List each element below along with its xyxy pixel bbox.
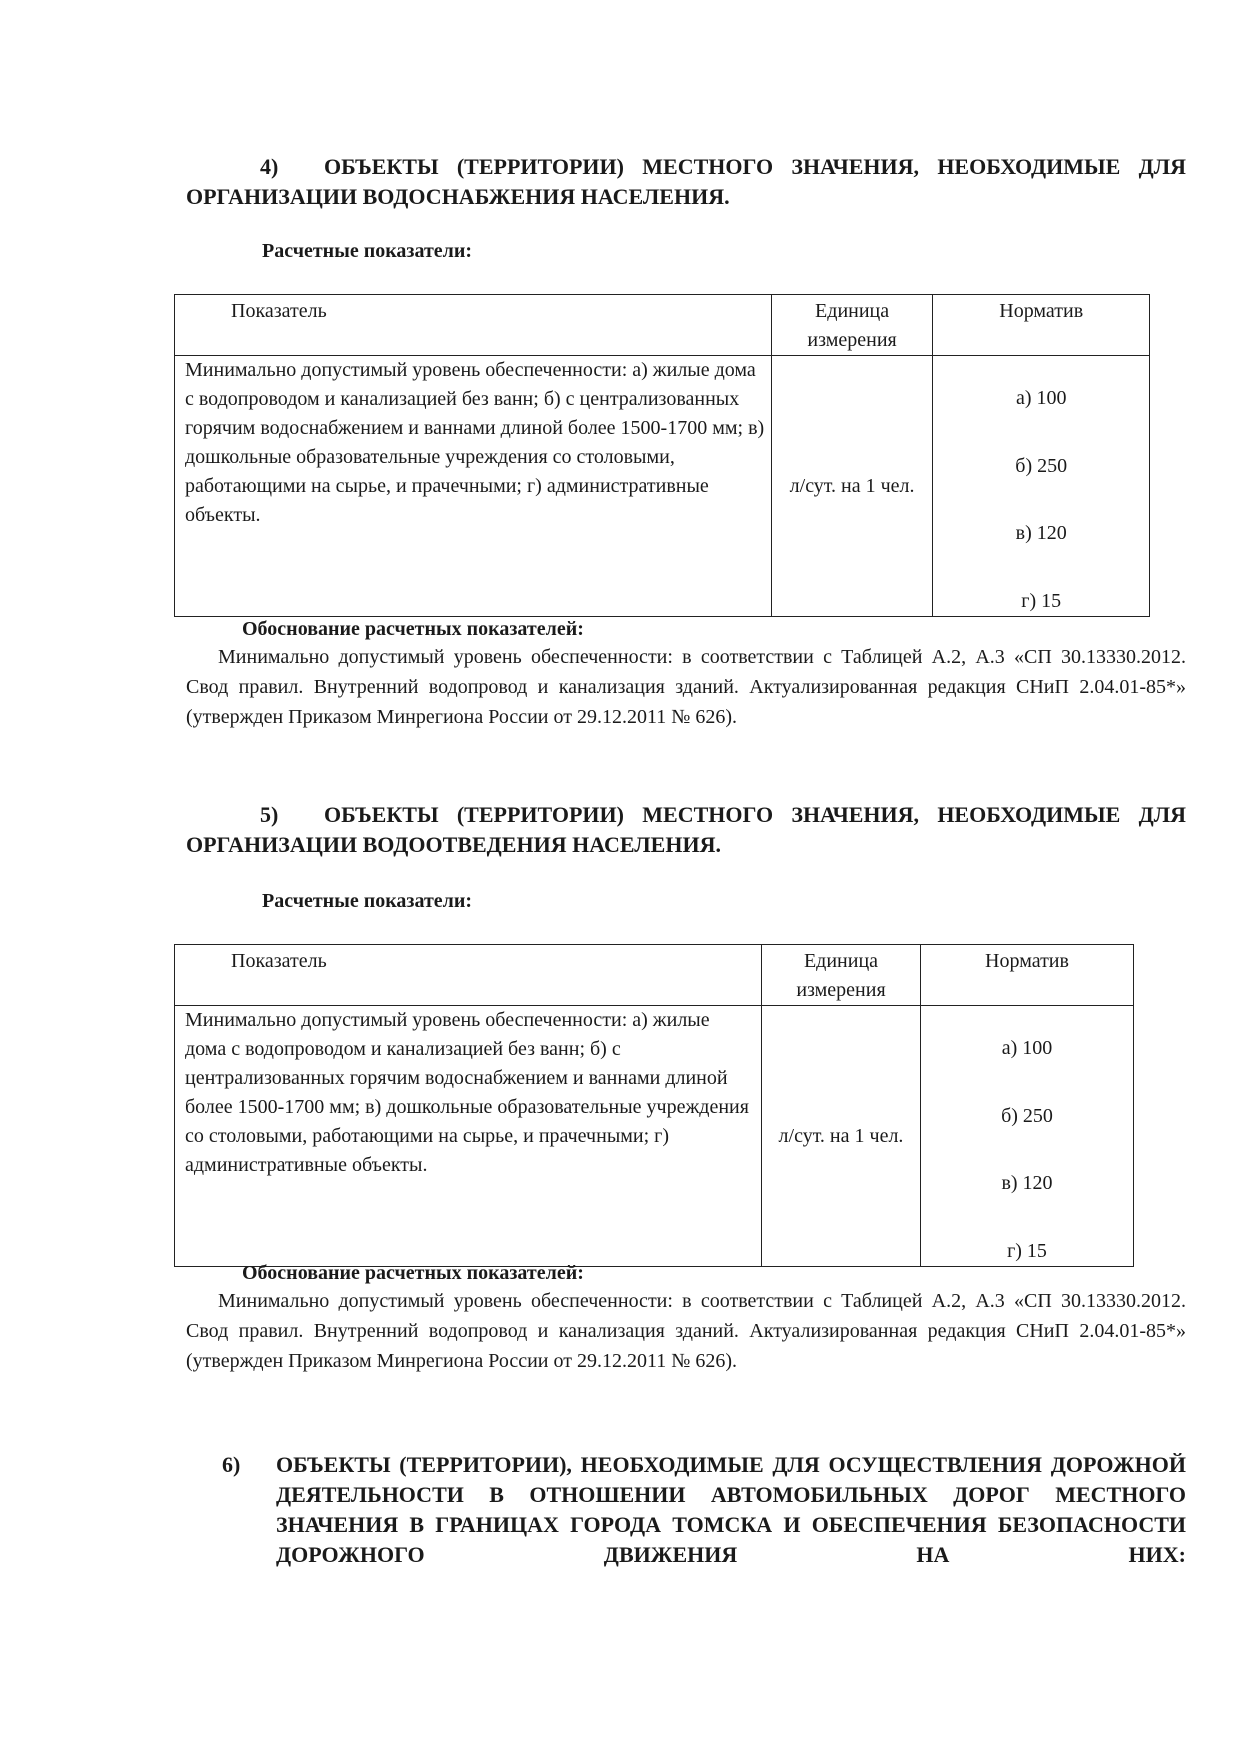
norm-d: г) 15 [1021, 589, 1062, 612]
table-header-row [175, 295, 1150, 356]
norm-a: а) 100 [1015, 387, 1067, 409]
section-5-table [174, 944, 1134, 1267]
norm-c: в) 120 [1001, 1172, 1053, 1195]
header-unit: Единица измерения [762, 945, 921, 1006]
unit-cell: л/сут. на 1 чел. [762, 1006, 921, 1267]
norm-b: б) 250 [1001, 1104, 1053, 1127]
norm-d: г) 15 [1007, 1239, 1047, 1262]
section-number: 6) [222, 1452, 241, 1477]
section-4-heading [186, 152, 1186, 212]
section-5-heading [186, 800, 1186, 860]
section-4-subheading: Расчетные показатели: [262, 240, 473, 262]
norm-cell [933, 356, 1150, 617]
section-number: 5) [260, 802, 279, 827]
section-5-justification-title: Обоснование расчетных показателей: [242, 1262, 584, 1284]
header-norm: Норматив [921, 945, 1134, 1006]
header-unit: Единица измерения [771, 295, 933, 356]
table-row [175, 356, 1150, 617]
norm-cell [921, 1006, 1134, 1267]
header-indicator: Показатель [175, 295, 772, 356]
norm-b: б) 250 [1015, 454, 1068, 477]
unit-cell: л/сут. на 1 чел. [771, 356, 933, 617]
section-title: ОБЪЕКТЫ (ТЕРРИТОРИИ) МЕСТНОГО ЗНАЧЕНИЯ, НЕОБХОДИМЫЕ ДЛЯ ОРГАНИЗАЦИИ ВОДООТВЕДЕНИЯ НАСЕЛЕНИЯ. [186, 802, 1186, 857]
section-title: ОБЪЕКТЫ (ТЕРРИТОРИИ), НЕОБХОДИМЫЕ ДЛЯ ОСУЩЕСТВЛЕНИЯ ДОРОЖНОЙ ДЕЯТЕЛЬНОСТИ В ОТНОШЕНИИ АВТОМОБИЛЬНЫХ ДОРОГ МЕСТНОГО ЗНАЧЕНИЯ В ГРАНИЦАХ ГОРОДА ТОМСКА И ОБЕСПЕЧЕНИЯ БЕЗОПАСНОСТИ ДОРОЖНОГО ДВИЖЕНИЯ НА НИХ: [276, 1452, 1186, 1567]
table-row [175, 1006, 1134, 1267]
section-5-justification-text: Минимально допустимый уровень обеспеченности: в соответствии с Таблицей А.2, А.3 «СП 30.13330.2012. Свод правил. Внутренний водопровод и канализация зданий. Актуализированная редакция СНиП 2.04.01-85*» (утвержден Приказом Минрегиона России от 29.12.2011 № 626). [186, 1290, 1186, 1372]
indicator-cell: Минимально допустимый уровень обеспеченности: а) жилые дома с водопроводом и канализацией без ванн; б) с централизованных горячим водоснабжением и ваннами длиной более 1500-1700 мм; в) дошкольные образовательные учреждения со столовыми, работающими на сырье, и прачечными; г) административные объекты. [175, 1006, 762, 1267]
section-4-justification-text: Минимально допустимый уровень обеспеченности: в соответствии с Таблицей А.2, А.3 «СП 30.13330.2012. Свод правил. Внутренний водопровод и канализация зданий. Актуализированная редакция СНиП 2.04.01-85*» (утвержден Приказом Минрегиона России от 29.12.2011 № 626). [186, 646, 1186, 728]
section-5-subheading: Расчетные показатели: [262, 890, 473, 912]
norm-a: а) 100 [1001, 1037, 1053, 1059]
table-header-row [175, 945, 1134, 1006]
section-title: ОБЪЕКТЫ (ТЕРРИТОРИИ) МЕСТНОГО ЗНАЧЕНИЯ, НЕОБХОДИМЫЕ ДЛЯ ОРГАНИЗАЦИИ ВОДОСНАБЖЕНИЯ НАСЕЛЕНИЯ. [186, 154, 1186, 209]
section-6-heading [222, 1450, 1186, 1570]
section-4-justification-title: Обоснование расчетных показателей: [242, 618, 584, 640]
section-4-table [174, 294, 1150, 617]
header-indicator: Показатель [175, 945, 762, 1006]
indicator-cell: Минимально допустимый уровень обеспеченности: а) жилые дома с водопроводом и канализацией без ванн; б) с централизованных горячим водоснабжением и ваннами длиной более 1500-1700 мм; в) дошкольные образовательные учреждения со столовыми, работающими на сырье, и прачечными; г) административные объекты. [175, 356, 772, 617]
header-norm: Норматив [933, 295, 1150, 356]
norm-c: в) 120 [1015, 522, 1067, 545]
section-number: 4) [260, 154, 279, 179]
